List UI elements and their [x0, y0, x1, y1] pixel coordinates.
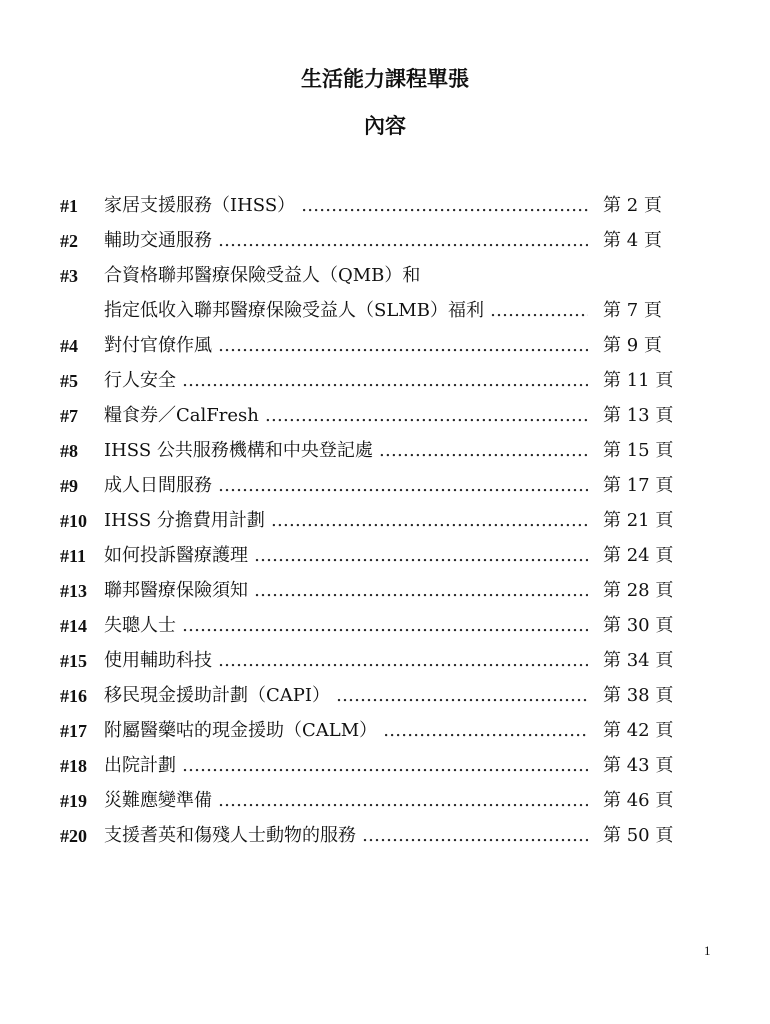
entry-page: 第 11 頁 — [603, 370, 674, 391]
entry-page: 第 28 頁 — [603, 580, 674, 601]
dot-leader — [218, 648, 588, 674]
dot-leader — [182, 613, 588, 639]
entry-page: 第 4 頁 — [603, 230, 662, 251]
entry-page: 第 2 頁 — [603, 195, 662, 216]
toc-entry — [60, 578, 700, 613]
dot-leader — [218, 228, 588, 254]
entry-page: 第 50 頁 — [603, 825, 674, 846]
entry-title: 支援耆英和傷殘人士動物的服務 — [104, 825, 356, 846]
entry-number: #18 — [60, 756, 87, 776]
toc-entry — [60, 788, 700, 823]
entry-page: 第 7 頁 — [603, 300, 662, 321]
toc-entry — [60, 368, 700, 403]
toc-entry — [60, 683, 700, 718]
dot-leader — [383, 718, 588, 744]
entry-title: 災難應變準備 — [104, 790, 212, 811]
toc-entry — [60, 718, 700, 753]
dot-leader — [379, 438, 588, 464]
entry-title: 如何投訴醫療護理 — [104, 545, 248, 566]
entry-number: #3 — [60, 266, 78, 286]
dot-leader — [218, 333, 588, 359]
toc-entry — [60, 193, 700, 228]
entry-number: #14 — [60, 616, 87, 636]
toc-entry — [60, 473, 700, 508]
entry-number: #9 — [60, 476, 78, 496]
toc-entry — [60, 543, 700, 578]
toc-entry — [60, 613, 700, 648]
toc-entry — [60, 508, 700, 543]
entry-number: #11 — [60, 546, 87, 566]
entry-number: #17 — [60, 721, 87, 741]
toc-entry — [60, 228, 700, 263]
entry-title: 糧食券／CalFresh — [104, 405, 259, 426]
entry-number: #5 — [60, 371, 78, 391]
contents-heading: 內容 — [364, 113, 406, 138]
entry-page: 第 38 頁 — [603, 685, 674, 706]
entry-number: #2 — [60, 231, 78, 251]
entry-number: #19 — [60, 791, 87, 811]
entry-title: 指定低收入聯邦醫療保險受益人（SLMB）福利 — [104, 300, 484, 321]
entry-page: 第 42 頁 — [603, 720, 674, 741]
entry-page: 第 43 頁 — [603, 755, 674, 776]
entry-number: #13 — [60, 581, 87, 601]
entry-number: #20 — [60, 826, 87, 846]
entry-title: 輔助交通服務 — [104, 230, 212, 251]
entry-page: 第 30 頁 — [603, 615, 674, 636]
document-title: 生活能力課程單張 — [301, 66, 469, 91]
entry-title: 成人日間服務 — [104, 475, 212, 496]
entry-title: 移民現金援助計劃（CAPI） — [104, 685, 330, 706]
dot-leader — [182, 368, 588, 394]
entry-title: 附屬醫藥咕的現金援助（CALM） — [104, 720, 378, 741]
entry-page: 第 21 頁 — [603, 510, 674, 531]
toc-entry — [60, 753, 700, 788]
toc-entry-continuation — [60, 298, 700, 333]
entry-title: IHSS 分擔費用計劃 — [104, 510, 265, 531]
dot-leader — [271, 508, 588, 534]
toc-entry — [60, 333, 700, 368]
entry-title: 合資格聯邦醫療保險受益人（QMB）和 — [104, 265, 421, 286]
entry-title: IHSS 公共服務機構和中央登記處 — [104, 440, 373, 461]
entry-title: 使用輔助科技 — [104, 650, 212, 671]
entry-number: #8 — [60, 441, 78, 461]
entry-title: 對付官僚作風 — [104, 335, 212, 356]
entry-title: 失聰人士 — [104, 615, 176, 636]
entry-title: 家居支援服務（IHSS） — [104, 195, 296, 216]
entry-number: #16 — [60, 686, 87, 706]
dot-leader — [362, 823, 588, 849]
toc-entry — [60, 648, 700, 683]
dot-leader — [254, 543, 588, 569]
entry-page: 第 46 頁 — [603, 790, 674, 811]
dot-leader — [218, 473, 588, 499]
toc-entry — [60, 823, 700, 858]
dot-leader — [336, 683, 588, 709]
dot-leader — [182, 753, 588, 779]
entry-number: #10 — [60, 511, 87, 531]
entry-page: 第 9 頁 — [603, 335, 662, 356]
table-of-contents — [60, 193, 700, 858]
dot-leader — [301, 193, 588, 219]
entry-number: #7 — [60, 406, 78, 426]
entry-title: 聯邦醫療保險須知 — [104, 580, 248, 601]
dot-leader — [218, 788, 588, 814]
entry-page: 第 13 頁 — [603, 405, 674, 426]
entry-title: 行人安全 — [104, 370, 176, 391]
dot-leader — [254, 578, 588, 604]
toc-entry — [60, 438, 700, 473]
toc-entry — [60, 403, 700, 438]
dot-leader — [490, 298, 588, 324]
toc-entry — [60, 263, 700, 298]
entry-number: #15 — [60, 651, 87, 671]
page-number: 1 — [704, 943, 711, 958]
entry-title: 出院計劃 — [104, 755, 176, 776]
entry-number: #1 — [60, 196, 78, 216]
entry-number: #4 — [60, 336, 78, 356]
entry-page: 第 34 頁 — [603, 650, 674, 671]
dot-leader — [265, 403, 588, 429]
entry-page: 第 15 頁 — [603, 440, 674, 461]
entry-page: 第 24 頁 — [603, 545, 674, 566]
entry-page: 第 17 頁 — [603, 475, 674, 496]
